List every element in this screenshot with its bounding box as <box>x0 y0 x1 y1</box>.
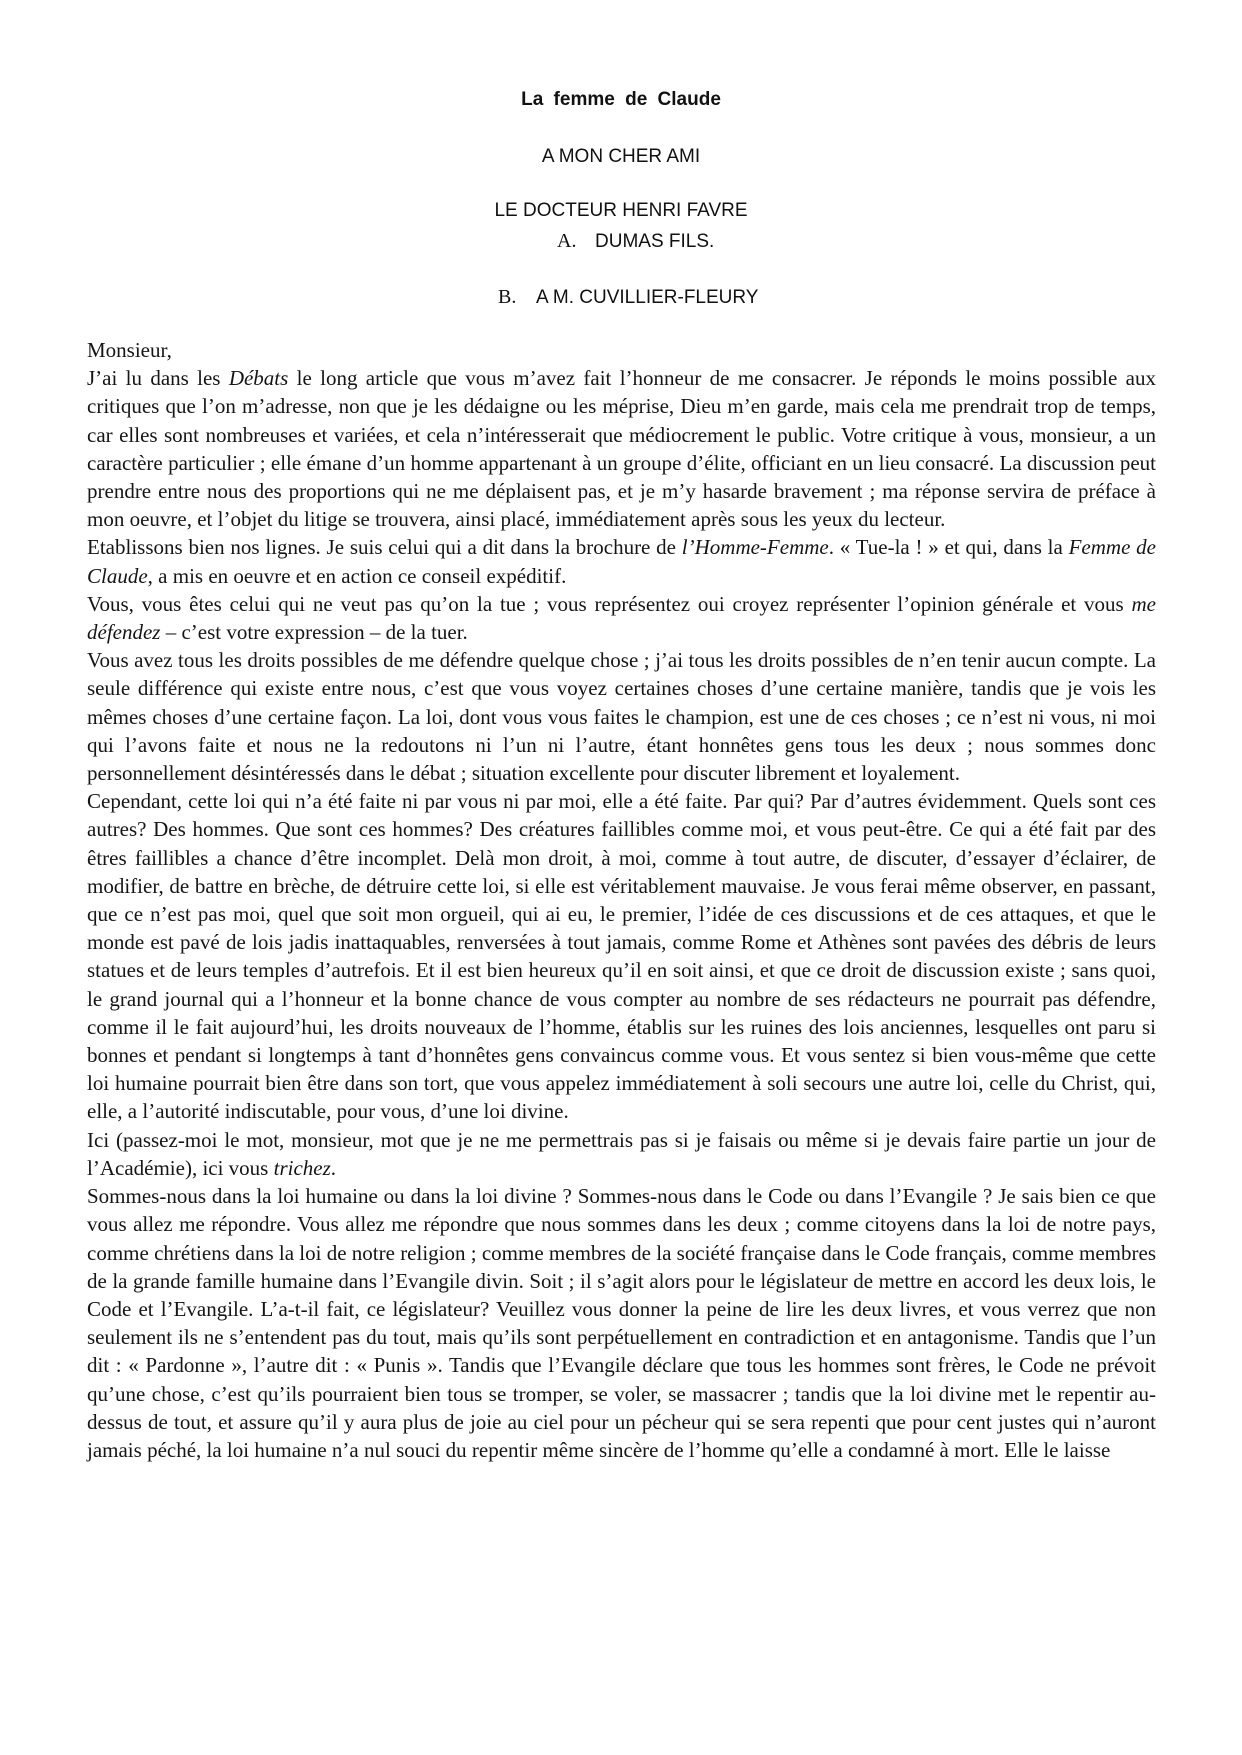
list-marker: B. <box>498 286 517 308</box>
text-run: J’ai lu dans les <box>87 366 229 391</box>
italic-text: me défendez <box>87 591 1156 645</box>
text-run: Vous, vous êtes celui qui ne veut pas qu’on la tue ; vous représentez oui croyez représenter l’opinion générale et vous <box>87 591 1132 616</box>
body-paragraph <box>87 1182 1156 1464</box>
text-run: – c’est votre expression – de la tuer. <box>160 620 468 645</box>
list-item-b <box>498 286 758 309</box>
list-marker: A. <box>557 230 577 252</box>
salutation: Monsieur, <box>87 338 172 362</box>
body-paragraph <box>87 590 1156 646</box>
dedication-line-1: A MON CHER AMI <box>541 146 701 167</box>
document-title: La femme de Claude <box>521 89 721 110</box>
text-run: , a mis en oeuvre et en action ce conseil expéditif. <box>147 563 567 588</box>
body-paragraph <box>87 646 1156 787</box>
list-item-a <box>557 230 714 253</box>
italic-text: l’Homme-Femme <box>681 535 829 560</box>
body-paragraph <box>87 364 1156 533</box>
text-run: Cependant, cette loi qui n’a été faite ni par vous ni par moi, elle a été faite. Par qui? Par d’autres évidemment. Quels sont ces autres? Des hommes. Que sont ces hommes? Des créatures faillibles comme moi, et vous peut-être. Ce qui a été fait par des êtres faillibles a chance d’être incomplet. Delà mon droit, à moi, comme à tout autre, de discuter, d’essayer d’éclairer, de modifier, de battre en brèche, de détruire cette loi, si elle est véritablement mauvaise. Je vous ferai même observer, en passant, que ce n’est pas moi, quel que soit mon orgueil, qui ai eu, le premier, l’idée de ces discussions et de ces attaques, et que le monde est pavé de lois jadis inattaquables, renversées à tout jamais, comme Rome et Athènes sont pavées des débris de leurs statues et de leurs temples d’autrefois. Et il est bien heureux qu’il en soit ainsi, et que ce droit de discussion existe ; sans quoi, le grand journal qui a l’honneur et la bonne chance de vous compter au nombre de ses rédacteurs ne pourrait pas défendre, comme il le fait aujourd’hui, les droits nouveaux de l’homme, établis sur les ruines des lois anciennes, lesquelles ont paru si bonnes et pendant si longtemps à tant d’honnêtes gens convaincus comme vous. Et vous sentez si bien vous-même que cette loi humaine pourrait bien être dans son tort, que vous appelez immédiatement à soli secours une autre loi, celle du Christ, qui, elle, a l’autorité indiscutable, pour vous, d’une loi divine. <box>87 789 1156 1124</box>
list-item-text: DUMAS FILS. <box>595 231 715 252</box>
list-item-text: A M. CUVILLIER-FLEURY <box>536 287 759 308</box>
text-run: Sommes-nous dans la loi humaine ou dans la loi divine ? Sommes-nous dans le Code ou dans l’Evangile ? Je sais bien ce que vous allez me répondre. Vous allez me répondre que nous sommes dans les deux ; comme citoyens dans la loi de notre pays, comme chrétiens dans la loi de notre religion ; comme membres de la société française dans le Code français, comme membres de la grande famille humaine dans l’Evangile divin. Soit ; il s’agit alors pour le législateur de mettre en accord les deux lois, le Code et l’Evangile. L’a-t-il fait, ce législateur? Veuillez vous donner la peine de lire les deux livres, et vous verrez que non seulement ils ne s’entendent pas du tout, mais qu’ils sont perpétuellement en contradiction et en antagonisme. Tandis que l’un dit : « Pardonne », l’autre dit : « Punis ». Tandis que l’Evangile déclare que tous les hommes sont frères, le Code ne prévoit qu’une chose, c’est qu’ils pourraient bien tous se tromper, se voler, se massacrer ; tandis que la loi divine met le repentir au-dessus de tout, et assure qu’il y aura plus de joie au ciel pour un pécheur qui se sera repenti que pour cent justes qui n’auront jamais péché, la loi humaine n’a nul souci du repentir même sincère de l’homme qu’elle a condamné à mort. Elle le laisse <box>87 1184 1156 1462</box>
body-paragraph <box>87 533 1156 589</box>
italic-text: Débats <box>228 366 289 391</box>
italic-text: Femme de Claude <box>87 535 1156 588</box>
text-run: . <box>330 1155 337 1180</box>
body-paragraph <box>87 1126 1156 1182</box>
italic-text: trichez <box>273 1155 331 1180</box>
dedication-line-2: LE DOCTEUR HENRI FAVRE <box>494 200 748 221</box>
text-run: le long article que vous m’avez fait l’honneur de me consacrer. Je réponds le moins possible aux critiques que l’on m’adresse, non que je les dédaigne ou les méprise, Dieu m’en garde, mais cela me prendrait trop de temps, car elles sont nombreuses et variées, et cela n’intéresserait que médiocrement le public. Votre critique à vous, monsieur, a un caractère particulier ; elle émane d’un homme appartenant à un groupe d’élite, officiant en un lieu consacré. La discussion peut prendre entre nous des proportions qui ne me déplaisent pas, et je m’y hasarde bravement ; ma réponse servira de préface à mon oeuvre, et l’objet du litige se trouvera, ainsi placé, immédiatement après sous les yeux du lecteur. <box>87 366 1156 532</box>
body-paragraph <box>87 787 1156 1125</box>
text-run: Etablissons bien nos lignes. Je suis celui qui a dit dans la brochure de <box>87 535 682 560</box>
text-run: Vous avez tous les droits possibles de me défendre quelque chose ; j’ai tous les droits possibles de n’en tenir aucun compte. La seule différence qui existe entre nous, c’est que vous voyez certaines choses d’une certaine manière, tandis que je vois les mêmes choses d’une certaine façon. La loi, dont vous vous faites le champion, est une de ces choses ; ce n’est ni vous, ni moi qui l’avons faite et nous ne la redoutons ni l’un ni l’autre, étant honnêtes gens tous les deux ; nous sommes donc personnellement désintéressés dans le débat ; situation excellente pour discuter librement et loyalement. <box>87 648 1156 786</box>
text-run: Ici (passez-moi le mot, monsieur, mot que je ne me permettrais pas si je faisais ou même si je devais faire partie un jour de l’Académie), ici vous <box>87 1127 1156 1180</box>
text-run: . « Tue-la ! » et qui, dans la <box>828 535 1069 560</box>
letter-body <box>87 336 1156 1464</box>
